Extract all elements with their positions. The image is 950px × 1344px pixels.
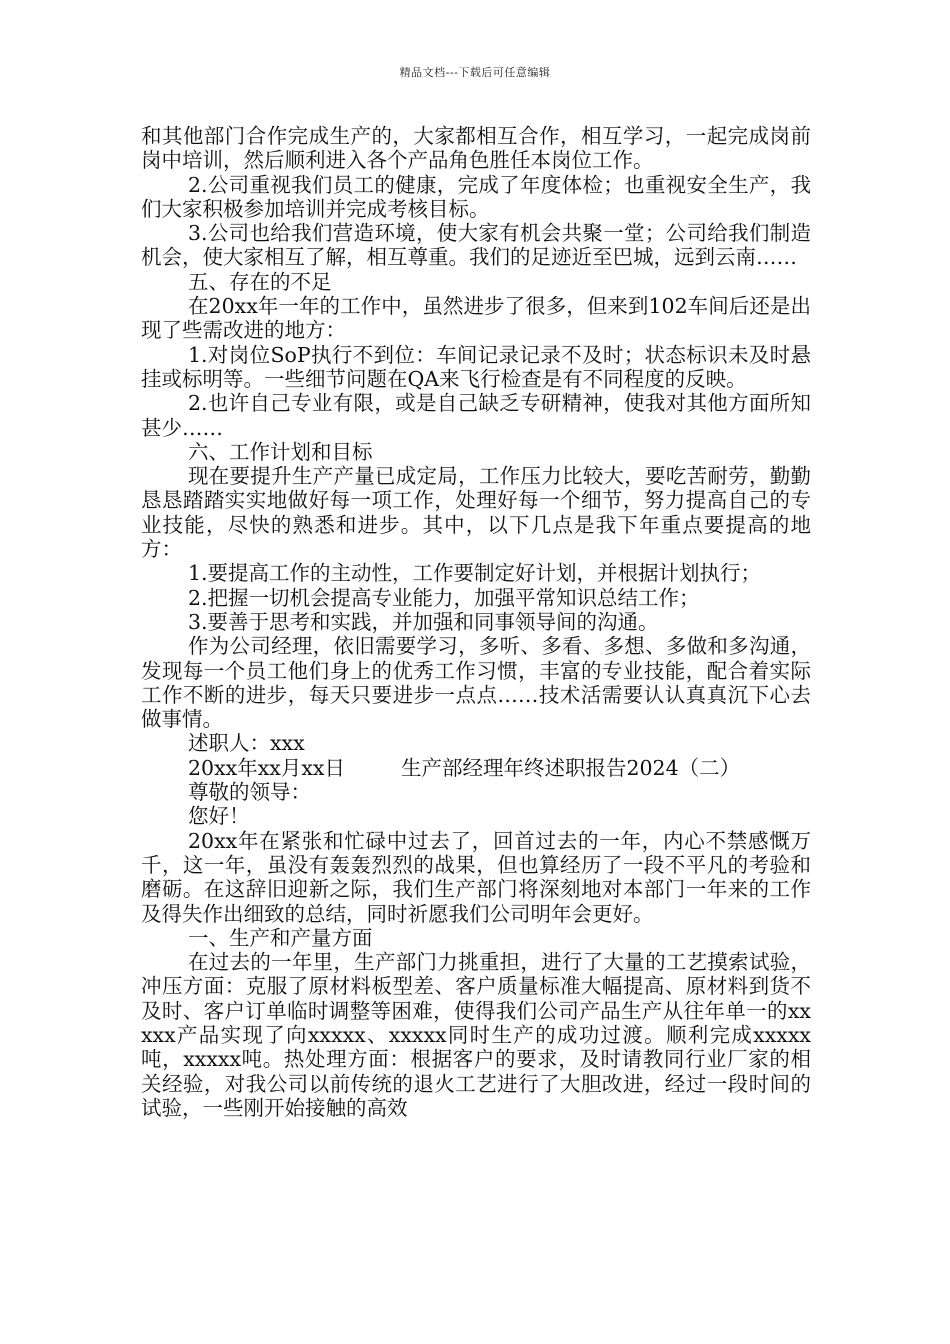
paragraph: 2.把握一切机会提高专业能力，加强平常知识总结工作； [188,585,700,610]
paragraph: 在过去的一年里，生产部门力挑重担，进行了大量的工艺摸索试验，冲压方面：克服了原材料板型差、客户质量标准大幅提高、原材料到货不及时、客户订单临时调整等困难，使得我们公司产品生产从往年单一的xxxxx产品实现了向xxxxx、xxxxx同时生产的成功过渡。顺利完成xxxxx吨，xxxxx吨。热处理方面：根据客户的要求，及时请教同行业厂家的相关经验，对我公司以前传统的退火工艺进行了大胆改进，经过一段时间的试验，一些刚开始接触的高效 [141,950,811,1120]
paragraph: 和其他部门合作完成生产的，大家都相互合作，相互学习，一起完成岗前岗中培训，然后顺利进入各个产品角色胜任本岗位工作。 [141,124,811,173]
paragraph: 作为公司经理，依旧需要学习，多听、多看、多想、多做和多沟通，发现每一个员工他们身上的优秀工作习惯，丰富的专业技能，配合着实际工作不断的进步，每天只要进步一点点……技术活需要认认真真沉下心去做事情。 [141,634,811,732]
paragraph: 您好！ [188,804,250,829]
page-header: 精品文档---下载后可任意编辑 [399,66,551,79]
section-second-report [141,780,811,1120]
second-report-title: 生产部经理年终述职报告2024（二） [400,755,741,780]
paragraph: 一、生产和产量方面 [188,925,373,950]
date-title-line [141,756,811,780]
paragraph: 现在要提升生产产量已成定局，工作压力比较大，要吃苦耐劳，勤勤恳恳踏踏实实地做好每一项工作，处理好每一个细节，努力提高自己的专业技能，尽快的熟悉和进步。其中，以下几点是我下年重点要提高的地方： [141,464,811,562]
paragraph: 3.要善于思考和实践，并加强和同事领导间的沟通。 [188,609,659,634]
document-body [141,124,811,1120]
paragraph: 20xx年在紧张和忙碌中过去了，回首过去的一年，内心不禁感慨万千，这一年，虽没有轰轰烈烈的战果，但也算经历了一段不平凡的考验和磨砺。在这辞旧迎新之际，我们生产部门将深刻地对本部门一年来的工作及得失作出细致的总结，同时祈愿我们公司明年会更好。 [141,828,811,926]
paragraph: 述职人：xxx [188,731,305,756]
paragraph: 六、工作计划和目标 [188,439,373,464]
paragraph: 2.也许自己专业有限，或是自己缺乏专研精神，使我对其他方面所知甚少…… [141,391,811,440]
report-date: 20xx年xx月xx日 [188,755,345,780]
paragraph: 1.要提高工作的主动性，工作要制定好计划，并根据计划执行； [188,561,762,586]
paragraph: 在20xx年一年的工作中，虽然进步了很多，但来到102车间后还是出现了些需改进的地方： [141,294,811,343]
paragraph: 2.公司重视我们员工的健康，完成了年度体检；也重视安全生产，我们大家积极参加培训并完成考核目标。 [141,172,811,221]
paragraph: 1.对岗位SoP执行不到位：车间记录记录不及时；状态标识未及时悬挂或标明等。一些细节问题在QA来飞行检查是有不同程度的反映。 [141,342,811,391]
paragraph: 五、存在的不足 [188,269,332,294]
section-first-report [141,124,811,756]
paragraph: 3.公司也给我们营造环境，使大家有机会共聚一堂；公司给我们制造机会，使大家相互了解，相互尊重。我们的足迹近至巴城，远到云南…… [141,221,811,270]
paragraph: 尊敬的领导： [188,780,311,805]
